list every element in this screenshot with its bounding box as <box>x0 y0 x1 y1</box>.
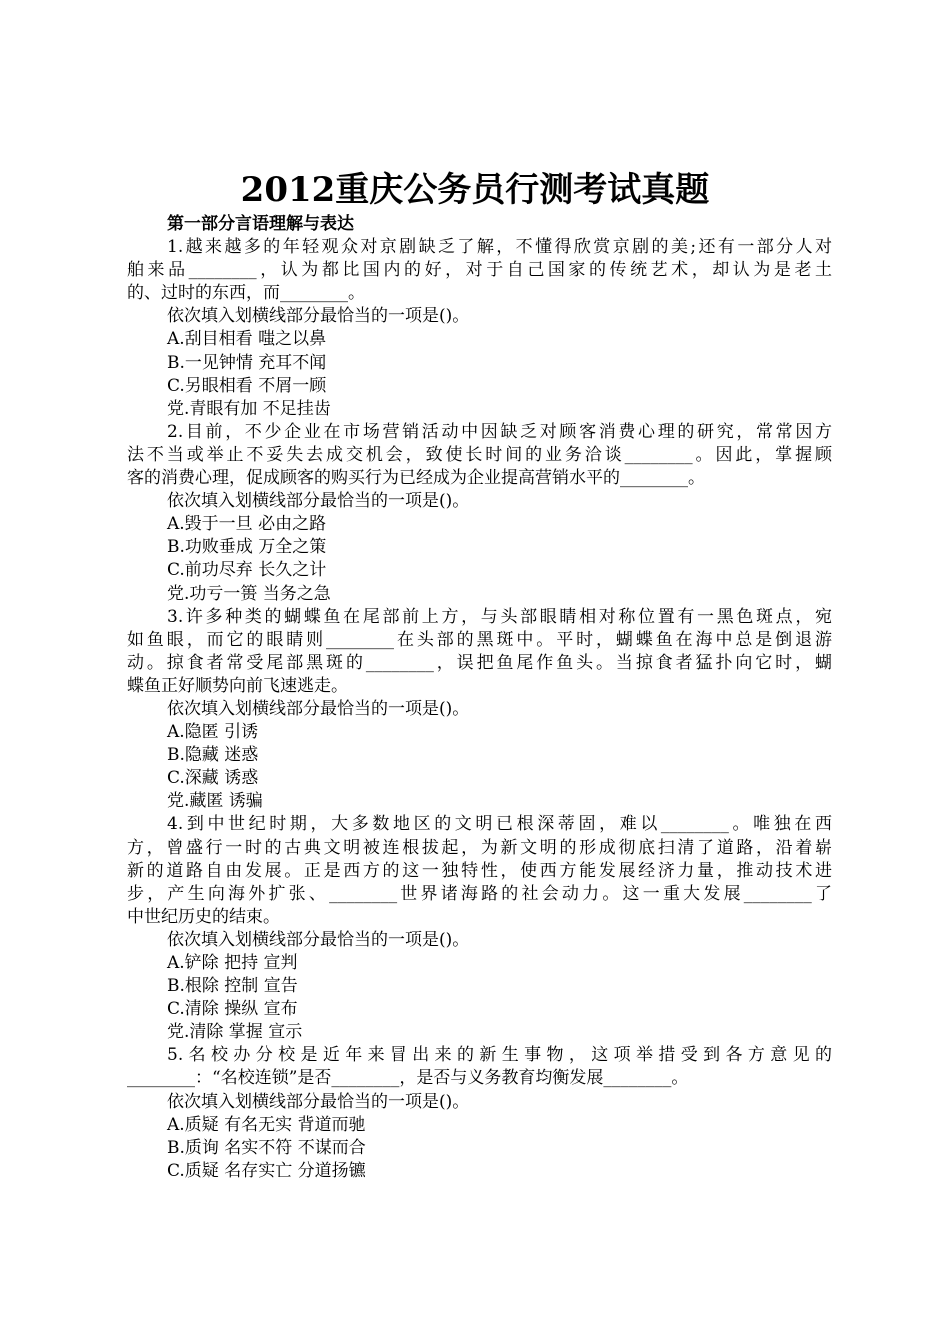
text-line: C.另眼相看 不屑一顾 <box>167 375 327 396</box>
text-line: 蝶鱼正好顺势向前飞速逃走。 <box>127 675 348 696</box>
text-line: 依次填入划横线部分最恰当的一项是()。 <box>167 698 470 719</box>
text-line: 依次填入划横线部分最恰当的一项是()。 <box>167 929 470 950</box>
text-line: 2.目前，不少企业在市场营销活动中因缺乏对顾客消费心理的研究，常常因方 <box>167 421 832 442</box>
text-line: 新的道路自由发展。正是西方的这一独特性，使西方能发展经济力量，推动技术进 <box>127 860 832 881</box>
text-line: A.铲除 把持 宣判 <box>167 953 298 973</box>
text-line: 法不当或举止不妥失去成交机会，致使长时间的业务洽谈________。因此，掌握顾 <box>127 444 832 465</box>
text-line: 的、过时的东西，而________。 <box>127 283 365 304</box>
text-line: B.功败垂成 万全之策 <box>167 537 327 558</box>
text-line: 5.名校办分校是近年来冒出来的新生事物，这项举措受到各方意见的 <box>167 1045 832 1066</box>
text-line: 动。掠食者常受尾部黑斑的________，误把鱼尾作鱼头。当掠食者猛扑向它时，蝴 <box>127 652 832 673</box>
text-line: 如鱼眼，而它的眼睛则________在头部的黑斑中。平时，蝴蝶鱼在海中总是倒退游 <box>127 629 832 650</box>
text-line: B.隐藏 迷惑 <box>167 745 259 766</box>
document-title: 2012重庆公务员行测考试真题 <box>240 170 710 210</box>
text-line: 4.到中世纪时期，大多数地区的文明已根深蒂固，难以________。唯独在西 <box>167 814 832 835</box>
text-line: B.质询 名实不符 不谋而合 <box>167 1137 366 1158</box>
text-line: 3.许多种类的蝴蝶鱼在尾部前上方，与头部眼睛相对称位置有一黑色斑点，宛 <box>167 606 832 627</box>
text-line: 依次填入划横线部分最恰当的一项是()。 <box>167 1091 470 1112</box>
text-line: 党.藏匿 诱骗 <box>167 791 263 812</box>
text-line: 步，产生向海外扩张、________世界诸海路的社会动力。这一重大发展________了 <box>127 883 832 904</box>
text-line: 依次填入划横线部分最恰当的一项是()。 <box>167 491 470 512</box>
text-line: 党.功亏一篑 当务之急 <box>167 583 331 604</box>
text-line: ________：“名校连锁”是否________，是否与义务教育均衡发展________。 <box>127 1068 689 1089</box>
text-lines <box>127 236 832 1183</box>
text-line: 舶来品________，认为都比国内的好，对于自己国家的传统艺术，却认为是老土 <box>127 260 832 281</box>
text-line: 党.清除 掌握 宣示 <box>167 1022 303 1043</box>
text-line: 方，曾盛行一时的古典文明被连根拔起，为新文明的形成彻底扫清了道路，沿着崭 <box>127 837 832 858</box>
section-heading: 第一部分言语理解与表达 <box>167 214 354 234</box>
document-body <box>127 213 832 1183</box>
text-line: A.毁于一旦 必由之路 <box>167 514 327 535</box>
text-line: 1.越来越多的年轻观众对京剧缺乏了解，不懂得欣赏京剧的美;还有一部分人对 <box>167 237 832 258</box>
text-line: C.深藏 诱惑 <box>167 768 259 789</box>
text-line: C.质疑 名存实亡 分道扬镳 <box>167 1160 366 1181</box>
text-line: A.质疑 有名无实 背道而驰 <box>167 1114 366 1135</box>
text-line: C.清除 操纵 宣布 <box>167 999 298 1020</box>
text-line: 党.青眼有加 不足挂齿 <box>167 398 331 419</box>
text-line: C.前功尽弃 长久之计 <box>167 560 327 581</box>
text-line: A.隐匿 引诱 <box>167 722 259 743</box>
text-line: 依次填入划横线部分最恰当的一项是()。 <box>167 306 470 327</box>
text-line: 客的消费心理，促成顾客的购买行为已经成为企业提高营销水平的________。 <box>127 468 705 489</box>
text-line: 中世纪历史的结束。 <box>127 906 280 927</box>
text-line: B.一见钟情 充耳不闻 <box>167 352 327 373</box>
text-line: B.根除 控制 宣告 <box>167 976 298 997</box>
text-line: A.刮目相看 嗤之以鼻 <box>167 329 327 350</box>
